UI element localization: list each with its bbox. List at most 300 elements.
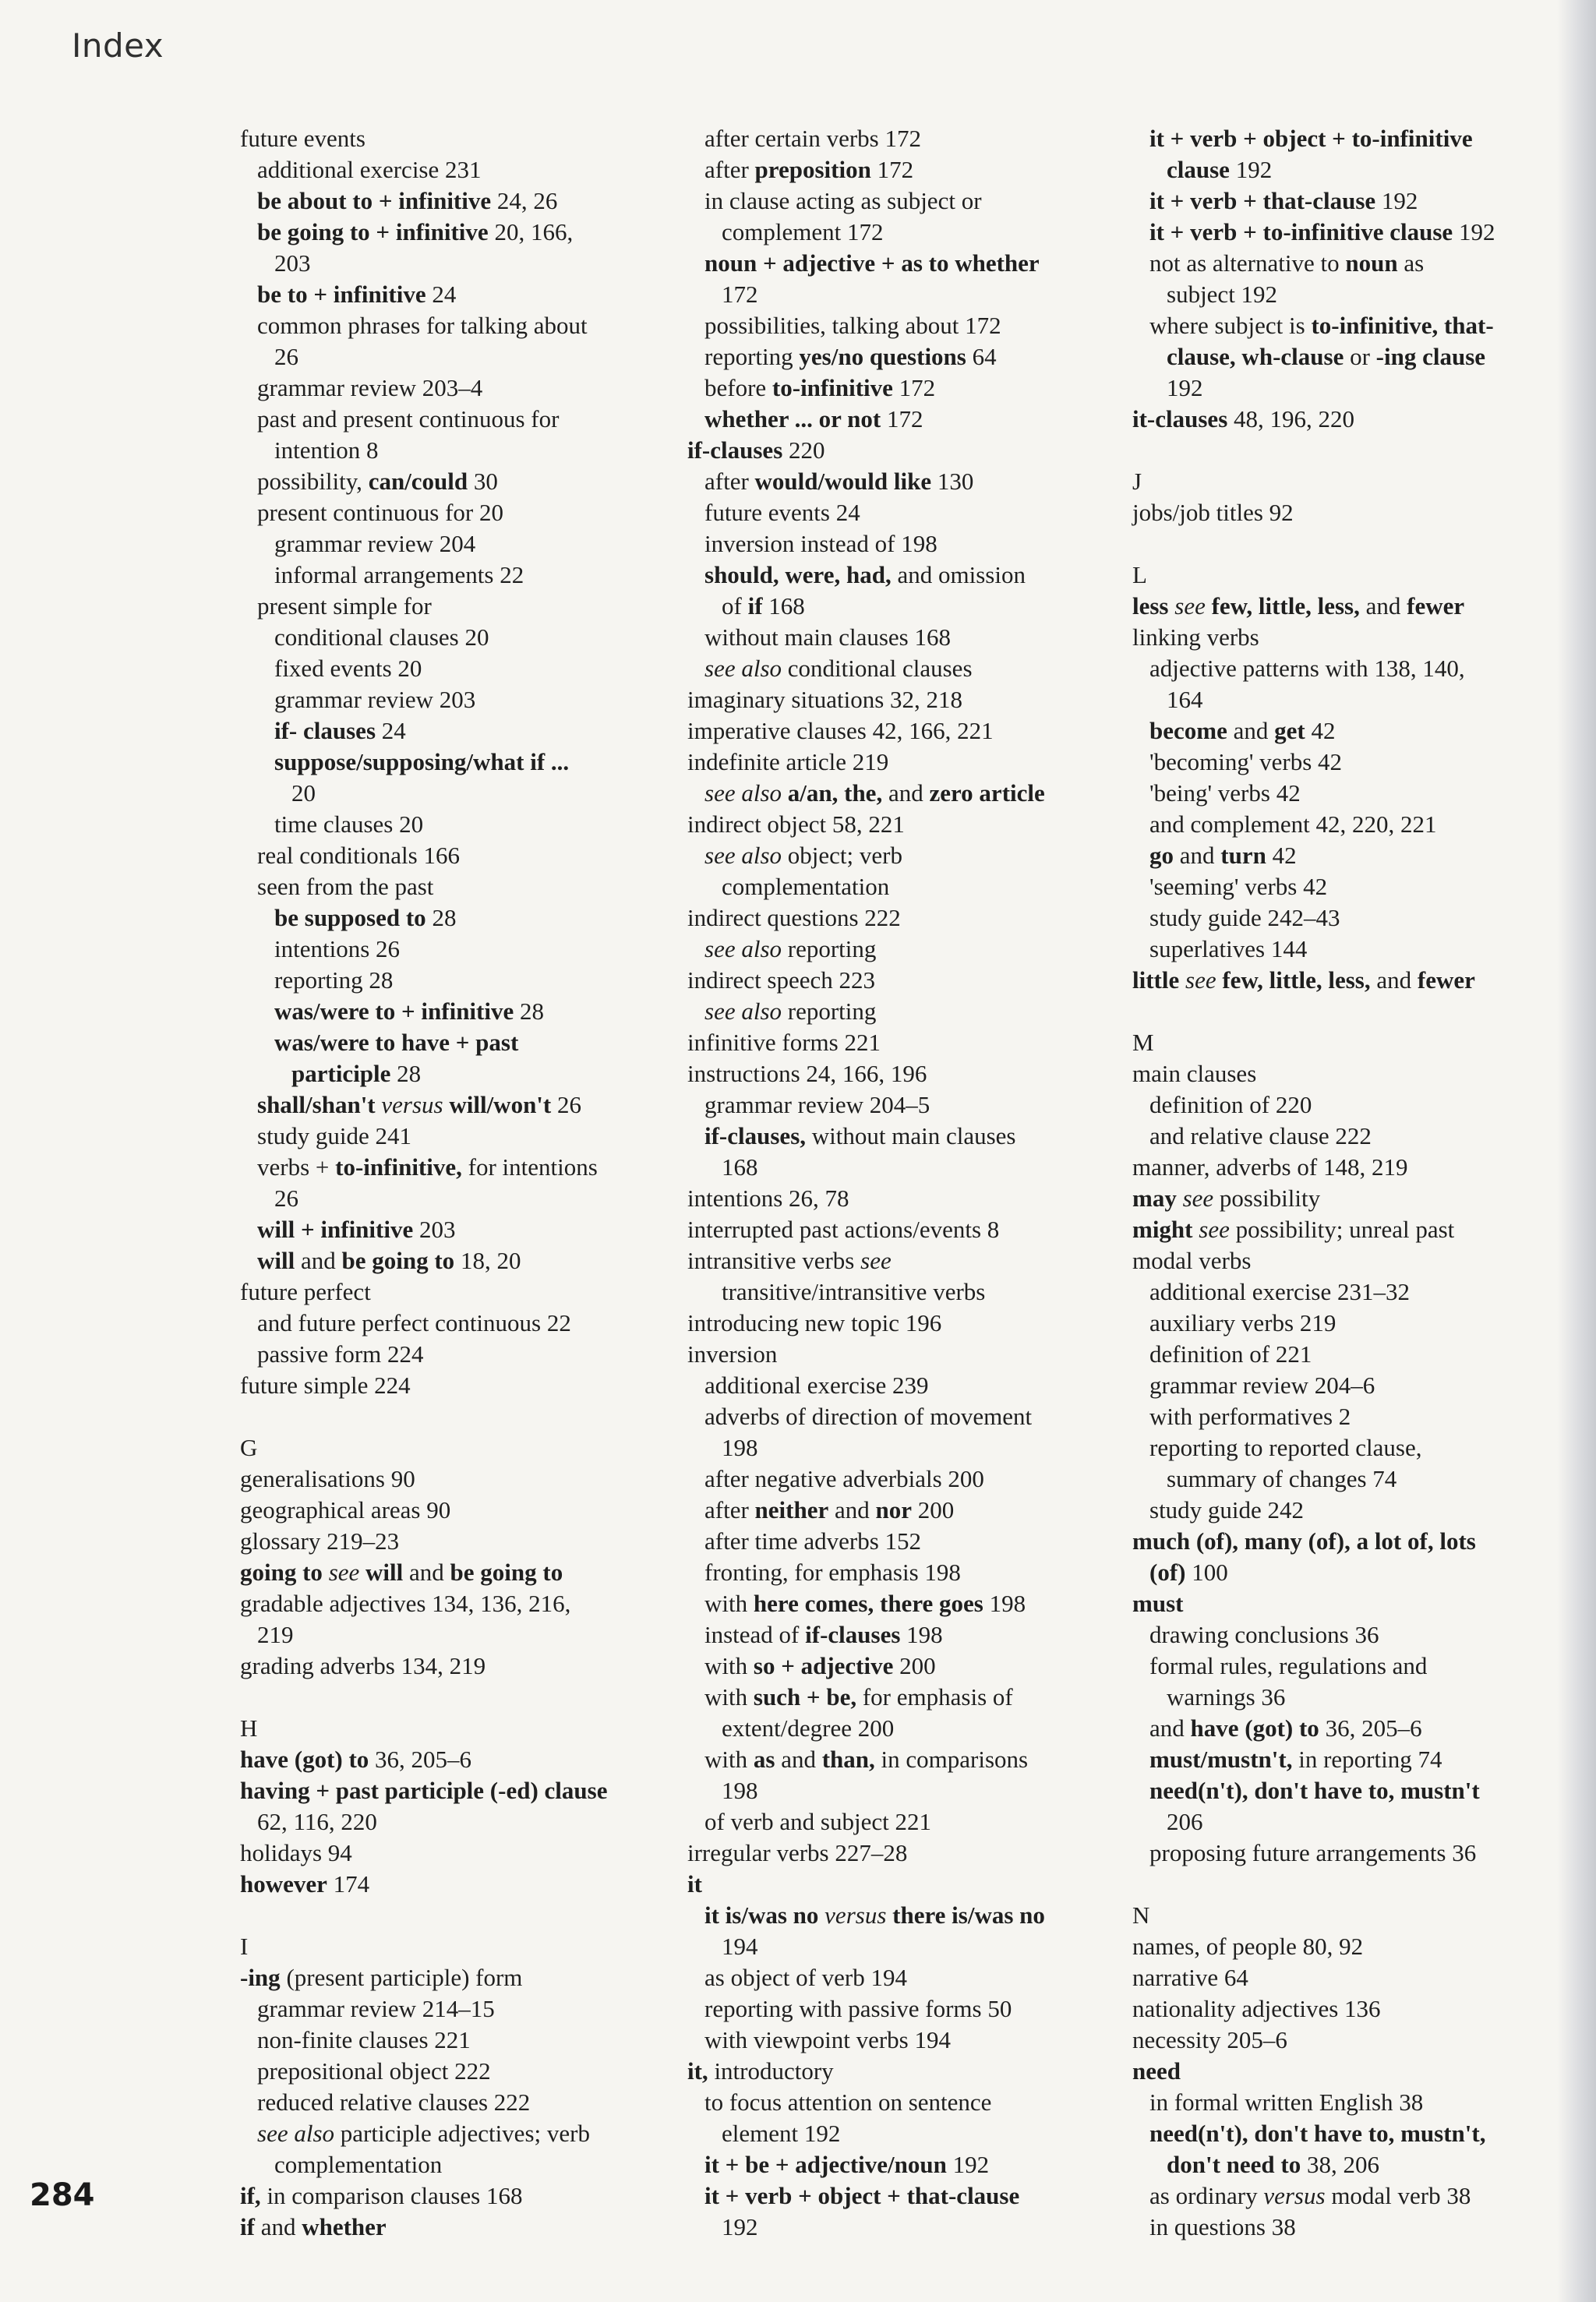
index-entry <box>240 1339 676 1370</box>
entry-text: after negative adverbials 200 <box>704 1465 984 1492</box>
index-entry <box>687 1619 1116 1651</box>
section-letter <box>240 1931 676 1962</box>
entry-text: few, little, less, <box>1222 966 1371 994</box>
index-entry <box>240 1993 676 2025</box>
entry-text: after certain verbs 172 <box>704 125 922 152</box>
entry-text: it + be + adjective/noun <box>704 2151 947 2178</box>
index-entry <box>240 2087 676 2118</box>
entry-text: was/were to + infinitive <box>274 997 514 1025</box>
entry-text: 198 <box>983 1590 1026 1617</box>
entry-text: 200 <box>893 1652 936 1679</box>
index-entry <box>687 715 1116 747</box>
entry-text: with <box>704 1590 754 1617</box>
entry-text: less <box>1132 592 1169 620</box>
entry-text: inversion <box>687 1340 778 1368</box>
entry-text: be going to <box>341 1247 455 1274</box>
index-entry <box>687 1588 1116 1619</box>
entry-text: grammar review 203 <box>274 686 476 713</box>
entry-text: irregular verbs 227–28 <box>687 1839 908 1866</box>
entry-text: indirect object 58, 221 <box>687 810 905 838</box>
index-entry <box>240 902 676 934</box>
entry-text: can/could <box>368 468 468 495</box>
entry-text: extent/degree 200 <box>722 1714 895 1742</box>
entry-text: it <box>687 1870 702 1898</box>
index-entry <box>687 341 1116 372</box>
index-entry <box>240 341 676 372</box>
index-entry <box>240 2149 676 2180</box>
entry-text: infinitive forms 221 <box>687 1029 881 1056</box>
index-entry <box>687 1713 1116 1744</box>
section-letter <box>240 1713 676 1744</box>
entry-text: as <box>1397 249 1425 277</box>
index-entry <box>1132 622 1557 653</box>
index-entry <box>240 1744 676 1775</box>
entry-text: possibility <box>1213 1185 1321 1212</box>
entry-text: 220 <box>782 436 825 464</box>
entry-text: must <box>1132 1590 1184 1617</box>
index-entry <box>687 747 1116 778</box>
entry-text: 62, 116, 220 <box>257 1808 377 1835</box>
entry-text: become <box>1149 717 1227 744</box>
index-entry <box>240 1526 676 1557</box>
index-entry <box>1132 1775 1557 1806</box>
index-entry <box>1132 1557 1557 1588</box>
index-entry <box>1132 341 1557 372</box>
entry-text: however <box>240 1870 327 1898</box>
index-entry <box>687 217 1116 248</box>
entry-text: grammar review 204–6 <box>1149 1372 1375 1399</box>
entry-text: intention 8 <box>274 436 379 464</box>
index-entry <box>240 310 676 341</box>
index-entry <box>1132 902 1557 934</box>
entry-text: introducing new topic 196 <box>687 1309 942 1336</box>
entry-text: reporting <box>782 935 877 962</box>
entry-text: in comparisons <box>874 1746 1029 1773</box>
entry-text: 198 <box>722 1777 758 1804</box>
entry-text: 28 <box>390 1060 422 1087</box>
entry-text: if <box>240 2213 255 2240</box>
index-entry <box>687 2180 1116 2212</box>
section-gap <box>240 1401 676 1432</box>
index-entry <box>1132 1308 1557 1339</box>
entry-text: need(n't), don't have to, mustn't, <box>1149 2120 1486 2147</box>
section-gap <box>240 1682 676 1713</box>
entry-text: 20 <box>291 779 316 807</box>
entry-text: with <box>704 1652 754 1679</box>
entry-text: 28 <box>425 904 457 931</box>
index-entry <box>240 1183 676 1214</box>
entry-text: seen from the past <box>257 873 434 900</box>
entry-text: narrative 64 <box>1132 1964 1248 1991</box>
index-entry <box>1132 1526 1557 1557</box>
entry-text: be going to + infinitive <box>257 218 489 245</box>
index-entry <box>687 435 1116 466</box>
entry-text: present simple for <box>257 592 432 620</box>
index-entry <box>687 1027 1116 1058</box>
index-entry <box>1132 1058 1557 1089</box>
entry-text: introductory <box>708 2057 834 2085</box>
index-entry <box>1132 1744 1557 1775</box>
index-entry <box>1132 1588 1557 1619</box>
entry-text: instructions 24, 166, 196 <box>687 1060 927 1087</box>
index-entry <box>687 1526 1116 1557</box>
entry-text: should, were, had, <box>704 561 892 588</box>
index-entry <box>240 404 676 435</box>
index-entry <box>687 2212 1116 2243</box>
entry-text: grammar review 203–4 <box>257 374 483 401</box>
entry-text: as ordinary <box>1149 2182 1264 2209</box>
section-gap <box>1132 996 1557 1027</box>
entry-text: and future perfect continuous 22 <box>257 1309 571 1336</box>
index-entry <box>240 591 676 622</box>
entry-text: 36, 205–6 <box>369 1746 472 1773</box>
entry-text: with performatives 2 <box>1149 1403 1351 1430</box>
entry-text: 174 <box>327 1870 370 1898</box>
entry-text: summary of changes 74 <box>1167 1465 1397 1492</box>
page-title: Index <box>72 26 164 65</box>
entry-text: and <box>403 1559 450 1586</box>
entry-text: verbs + <box>257 1153 336 1181</box>
entry-text: will + infinitive <box>257 1216 414 1243</box>
entry-text: (present participle) form <box>280 1964 523 1991</box>
entry-text: geographical areas 90 <box>240 1496 451 1523</box>
entry-text: few, little, less, <box>1211 592 1360 620</box>
entry-text: see also <box>704 655 782 682</box>
index-entry <box>687 1214 1116 1245</box>
entry-text: be supposed to <box>274 904 426 931</box>
entry-text: study guide 242–43 <box>1149 904 1340 931</box>
entry-text: after <box>704 1496 755 1523</box>
entry-text: yes/no questions <box>799 343 966 370</box>
entry-text: 18, 20 <box>454 1247 521 1274</box>
entry-text: to-infinitive <box>772 374 893 401</box>
index-entry <box>687 1152 1116 1183</box>
entry-text: nationality adjectives 136 <box>1132 1995 1381 2022</box>
index-entry <box>1132 248 1557 279</box>
entry-text: 26 <box>551 1091 581 1118</box>
entry-text: in formal written English 38 <box>1149 2088 1424 2116</box>
index-entry <box>1132 217 1557 248</box>
entry-text: subject 192 <box>1167 281 1278 308</box>
entry-text: additional exercise 231–32 <box>1149 1278 1411 1305</box>
entry-text: fewer <box>1417 966 1475 994</box>
entry-text: 206 <box>1167 1808 1203 1835</box>
entry-text: in reporting 74 <box>1292 1746 1442 1773</box>
index-entry <box>687 279 1116 310</box>
section-letter <box>1132 1900 1557 1931</box>
entry-text: must/mustn't, <box>1149 1746 1293 1773</box>
entry-text: grading adverbs 134, 219 <box>240 1652 486 1679</box>
index-entry <box>1132 1463 1557 1495</box>
entry-text: in comparison clauses 168 <box>260 2182 523 2209</box>
entry-text: J <box>1132 468 1142 495</box>
index-entry <box>1132 1121 1557 1152</box>
entry-text: and <box>1174 842 1221 869</box>
entry-text: and omission <box>891 561 1026 588</box>
entry-text: time clauses 20 <box>274 810 424 838</box>
index-entry <box>687 809 1116 840</box>
index-entry <box>1132 809 1557 840</box>
entry-text: reporting to reported clause, <box>1149 1434 1422 1461</box>
entry-text: preposition <box>754 156 871 183</box>
index-entry <box>687 1463 1116 1495</box>
entry-text: 192 <box>1375 187 1418 214</box>
entry-text: little <box>1132 966 1180 994</box>
entry-text: 192 <box>1229 156 1273 183</box>
index-entry <box>687 1401 1116 1432</box>
entry-text: holidays 94 <box>240 1839 352 1866</box>
entry-text: fewer <box>1407 592 1465 620</box>
index-entry <box>240 372 676 404</box>
index-entry <box>687 1900 1116 1931</box>
entry-text: fixed events 20 <box>274 655 422 682</box>
index-entry <box>687 1962 1116 1993</box>
index-entry <box>687 653 1116 684</box>
index-entry <box>1132 591 1557 622</box>
entry-text: see <box>1192 1216 1230 1243</box>
index-entry <box>1132 1682 1557 1713</box>
entry-text: fronting, for emphasis 198 <box>704 1559 961 1586</box>
entry-text: see also <box>704 842 782 869</box>
entry-text: see also <box>704 997 782 1025</box>
entry-text: need <box>1132 2057 1181 2085</box>
index-entry <box>240 528 676 560</box>
entry-text: complementation <box>722 873 890 900</box>
entry-text: where subject is <box>1149 312 1312 339</box>
index-entry <box>240 279 676 310</box>
index-entry <box>1132 2056 1557 2087</box>
entry-text: present continuous for 20 <box>257 499 503 526</box>
entry-text: -ing clause <box>1375 343 1486 370</box>
entry-text: much (of), many (of), a lot of, lots <box>1132 1527 1476 1555</box>
entry-text: with viewpoint verbs 194 <box>704 2026 951 2053</box>
page-edge-shadow <box>1557 0 1596 2302</box>
index-entry <box>687 2149 1116 2180</box>
entry-text: 203 <box>413 1216 456 1243</box>
entry-text: it + verb + that-clause <box>1149 187 1376 214</box>
entry-text: it-clauses <box>1132 405 1228 433</box>
index-entry <box>687 404 1116 435</box>
index-entry <box>687 1183 1116 1214</box>
entry-text: future perfect <box>240 1278 371 1305</box>
entry-text: so + adjective <box>753 1652 894 1679</box>
entry-text: intransitive verbs <box>687 1247 861 1274</box>
index-entry <box>687 1993 1116 2025</box>
index-entry <box>240 1058 676 1089</box>
entry-text: it + verb + object + to-infinitive <box>1149 125 1473 152</box>
index-entry <box>1132 1713 1557 1744</box>
index-entry <box>240 1027 676 1058</box>
index-entry <box>1132 840 1557 871</box>
index-entry <box>687 965 1116 996</box>
entry-text: I <box>240 1933 249 1960</box>
index-entry <box>687 1744 1116 1775</box>
index-entry <box>240 1557 676 1588</box>
index-entry <box>240 185 676 217</box>
index-entry <box>687 1432 1116 1463</box>
entry-text: study guide 242 <box>1149 1496 1305 1523</box>
index-entry <box>687 185 1116 217</box>
entry-text: here comes, there goes <box>753 1590 983 1617</box>
entry-text: reduced relative clauses 222 <box>257 2088 531 2116</box>
index-entry <box>687 1121 1116 1152</box>
entry-text: will/won't <box>443 1091 552 1118</box>
entry-text: after <box>704 468 755 495</box>
entry-text: see <box>1176 1185 1214 1212</box>
entry-text: clause <box>1167 156 1230 183</box>
entry-text: 198 <box>900 1621 943 1648</box>
entry-text: future events <box>240 125 365 152</box>
entry-text: if-clauses <box>687 436 783 464</box>
entry-text: if <box>747 592 763 620</box>
entry-text: reporting 28 <box>274 966 394 994</box>
entry-text: after <box>704 156 755 183</box>
index-entry <box>240 809 676 840</box>
index-entry <box>1132 1993 1557 2025</box>
index-entry <box>1132 154 1557 185</box>
index-entry <box>1132 747 1557 778</box>
entry-text: might <box>1132 1216 1193 1243</box>
entry-text: warnings 36 <box>1167 1683 1286 1711</box>
index-entry <box>240 1089 676 1121</box>
entry-text: 194 <box>722 1933 758 1960</box>
index-entry <box>240 248 676 279</box>
entry-text: indirect questions 222 <box>687 904 901 931</box>
page-number: 284 <box>30 2177 95 2213</box>
index-entry <box>240 2212 676 2243</box>
section-gap <box>1132 435 1557 466</box>
entry-text: nor <box>875 1496 912 1523</box>
index-entry <box>687 1495 1116 1526</box>
index-entry <box>240 1214 676 1245</box>
index-entry <box>240 154 676 185</box>
index-entry <box>240 1651 676 1682</box>
entry-text <box>782 779 788 807</box>
index-entry <box>240 1869 676 1900</box>
index-entry <box>1132 871 1557 902</box>
entry-text: past and present continuous for <box>257 405 560 433</box>
entry-text: was/were to have + past <box>274 1029 519 1056</box>
entry-text: see <box>1168 592 1206 620</box>
entry-text: and <box>1370 966 1418 994</box>
entry-text: and complement 42, 220, 221 <box>1149 810 1437 838</box>
entry-text: auxiliary verbs 219 <box>1149 1309 1336 1336</box>
entry-text: would/would like <box>754 468 932 495</box>
entry-text: conditional clauses 20 <box>274 623 489 651</box>
entry-text: manner, adverbs of 148, 219 <box>1132 1153 1408 1181</box>
entry-text: shall/shan't <box>257 1091 382 1118</box>
entry-text: will <box>365 1559 404 1586</box>
entry-text: complement 172 <box>722 218 884 245</box>
entry-text: 20, 166, <box>488 218 574 245</box>
section-letter <box>1132 560 1557 591</box>
index-entry <box>687 934 1116 965</box>
entry-text: and <box>828 1496 876 1523</box>
entry-text: suppose/supposing/what if ... <box>274 748 570 775</box>
entry-text: 'being' verbs 42 <box>1149 779 1301 807</box>
entry-text: prepositional object 222 <box>257 2057 491 2085</box>
entry-text: without main clauses <box>806 1122 1016 1149</box>
index-entry <box>1132 1183 1557 1214</box>
entry-text: 42 <box>1266 842 1297 869</box>
section-gap <box>240 1900 676 1931</box>
entry-text: future simple 224 <box>240 1372 411 1399</box>
index-entry <box>1132 1806 1557 1838</box>
index-entry <box>1132 1152 1557 1183</box>
entry-text: 'seeming' verbs 42 <box>1149 873 1328 900</box>
entry-text: 100 <box>1185 1559 1228 1586</box>
entry-text: 164 <box>1167 686 1203 713</box>
entry-text: grammar review 204 <box>274 530 476 557</box>
index-entry <box>240 2118 676 2149</box>
entry-text: and <box>1149 1714 1191 1742</box>
entry-text: it is/was no <box>704 1901 825 1929</box>
entry-text: 192 <box>1167 374 1203 401</box>
index-entry <box>240 778 676 809</box>
entry-text: have (got) to <box>240 1746 369 1773</box>
index-entry <box>1132 1370 1557 1401</box>
entry-text: and <box>1359 592 1407 620</box>
index-entry <box>240 1619 676 1651</box>
index-entry <box>1132 684 1557 715</box>
entry-text: see also <box>257 2120 335 2147</box>
index-entry <box>240 466 676 497</box>
index-entry <box>240 1775 676 1806</box>
entry-text: intentions 26 <box>274 935 401 962</box>
index-entry <box>1132 372 1557 404</box>
entry-text: 28 <box>514 997 544 1025</box>
entry-text: for emphasis of <box>856 1683 1013 1711</box>
entry-text: clause, wh-clause <box>1167 343 1344 370</box>
entry-text: glossary 219–23 <box>240 1527 400 1555</box>
index-entry <box>240 1121 676 1152</box>
section-gap <box>1132 1869 1557 1900</box>
index-entry <box>1132 1495 1557 1526</box>
entry-text: of <box>722 592 748 620</box>
entry-text: 203 <box>274 249 311 277</box>
entry-text: whether <box>302 2213 387 2240</box>
index-entry <box>240 560 676 591</box>
index-entry <box>687 1370 1116 1401</box>
index-entry <box>1132 404 1557 435</box>
entry-text: 168 <box>762 592 805 620</box>
index-entry <box>687 996 1116 1027</box>
index-entry <box>240 1308 676 1339</box>
entry-text: if-clauses, <box>704 1122 807 1149</box>
entry-text: reporting with passive forms 50 <box>704 1995 1012 2022</box>
entry-text: have (got) to <box>1190 1714 1319 1742</box>
index-entry <box>240 1276 676 1308</box>
entry-text: 38, 206 <box>1301 2151 1379 2178</box>
entry-text: non-finite clauses 221 <box>257 2026 471 2053</box>
entry-text: 48, 196, 220 <box>1227 405 1355 433</box>
index-entry <box>1132 1931 1557 1962</box>
entry-text: object; verb <box>782 842 902 869</box>
index-entry <box>1132 497 1557 528</box>
index-entry <box>687 528 1116 560</box>
entry-text: reporting <box>782 997 877 1025</box>
index-entry <box>240 965 676 996</box>
index-entry <box>240 1588 676 1619</box>
index-entry <box>1132 1245 1557 1276</box>
entry-text: indefinite article 219 <box>687 748 889 775</box>
entry-text: see <box>1179 966 1216 994</box>
entry-text: and relative clause 222 <box>1149 1122 1372 1149</box>
index-entry <box>1132 1619 1557 1651</box>
entry-text: proposing future arrangements 36 <box>1149 1839 1477 1866</box>
entry-text: adjective patterns with 138, 140, <box>1149 655 1465 682</box>
entry-text: 200 <box>912 1496 955 1523</box>
